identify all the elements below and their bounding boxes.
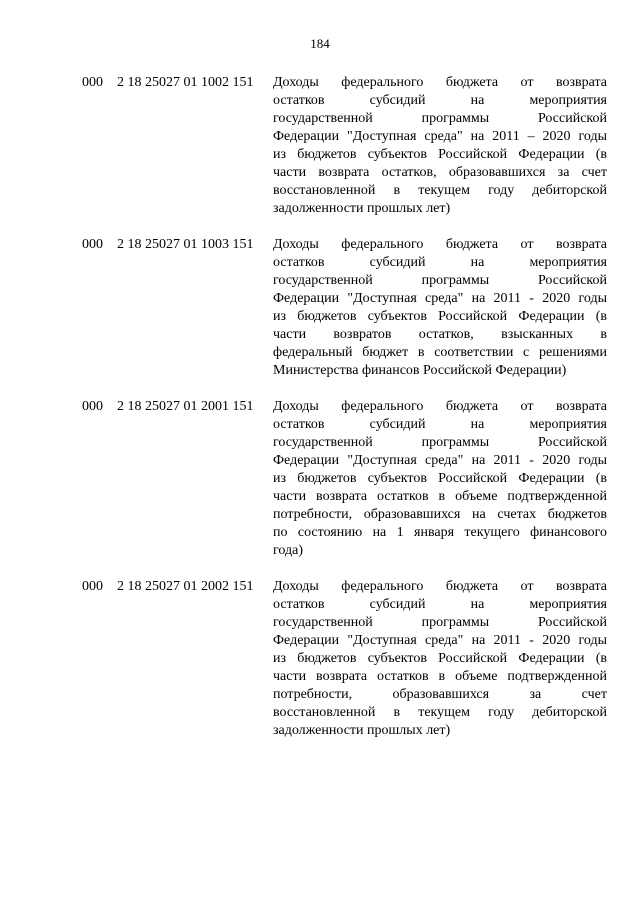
description-line: части возврата остатков в объеме подтвержденной	[273, 489, 607, 504]
description-line: государственной программы Российской	[273, 273, 607, 288]
income-code-entry	[0, 398, 640, 560]
description-line: восстановленной в текущем году дебиторской	[273, 705, 607, 720]
description-line: Доходы федерального бюджета от возврата	[273, 75, 607, 90]
budget-classification-code: 2 18 25027 01 2002 151	[117, 579, 254, 594]
description-line: федеральный бюджет в соответствии с решениями	[273, 345, 607, 360]
description-line: Доходы федерального бюджета от возврата	[273, 579, 607, 594]
budget-classification-code: 2 18 25027 01 1002 151	[117, 75, 254, 90]
description-line: Федерации "Доступная среда" на 2011 - 2020 годы	[273, 291, 607, 306]
income-description	[273, 74, 607, 218]
description-line: года)	[273, 543, 303, 558]
income-code-entry	[0, 236, 640, 380]
description-line: из бюджетов субъектов Российской Федерации (в	[273, 147, 607, 162]
administrator-code: 000	[82, 75, 103, 90]
page-number: 184	[310, 36, 330, 51]
budget-classification-code: 2 18 25027 01 2001 151	[117, 399, 254, 414]
description-line: задолженности прошлых лет)	[273, 201, 451, 216]
description-line: части возврата остатков в объеме подтвержденной	[273, 669, 607, 684]
description-line: государственной программы Российской	[273, 111, 607, 126]
description-line: из бюджетов субъектов Российской Федерации (в	[273, 471, 607, 486]
description-line: Федерации "Доступная среда" на 2011 - 2020 годы	[273, 633, 607, 648]
description-line: Федерации "Доступная среда" на 2011 – 2020 годы	[273, 129, 607, 144]
description-line: государственной программы Российской	[273, 615, 607, 630]
income-description	[273, 236, 607, 380]
description-line: из бюджетов субъектов Российской Федерации (в	[273, 651, 607, 666]
description-line: восстановленной в текущем году дебиторской	[273, 183, 607, 198]
income-description	[273, 578, 607, 740]
income-codes-list	[0, 74, 640, 758]
description-line: Министерства финансов Российской Федерации)	[273, 363, 567, 378]
administrator-code: 000	[82, 237, 103, 252]
description-line: Доходы федерального бюджета от возврата	[273, 399, 607, 414]
description-line: остатков субсидий на мероприятия	[273, 255, 607, 270]
description-line: остатков субсидий на мероприятия	[273, 597, 607, 612]
description-line: из бюджетов субъектов Российской Федерации (в	[273, 309, 607, 324]
income-code-entry	[0, 74, 640, 218]
description-line: Федерации "Доступная среда" на 2011 - 2020 годы	[273, 453, 607, 468]
description-line: потребности, образовавшихся за счет	[273, 687, 607, 702]
income-description	[273, 398, 607, 560]
description-line: части возвратов остатков, взысканных в	[273, 327, 607, 342]
description-line: государственной программы Российской	[273, 435, 607, 450]
description-line: потребности, образовавшихся на счетах бюджетов	[273, 507, 607, 522]
administrator-code: 000	[82, 579, 103, 594]
income-code-entry	[0, 578, 640, 740]
description-line: остатков субсидий на мероприятия	[273, 93, 607, 108]
description-line: по состоянию на 1 января текущего финансового	[273, 525, 607, 540]
description-line: части возврата остатков, образовавшихся за счет	[273, 165, 607, 180]
administrator-code: 000	[82, 399, 103, 414]
description-line: задолженности прошлых лет)	[273, 723, 451, 738]
description-line: Доходы федерального бюджета от возврата	[273, 237, 607, 252]
description-line: остатков субсидий на мероприятия	[273, 417, 607, 432]
budget-classification-code: 2 18 25027 01 1003 151	[117, 237, 254, 252]
